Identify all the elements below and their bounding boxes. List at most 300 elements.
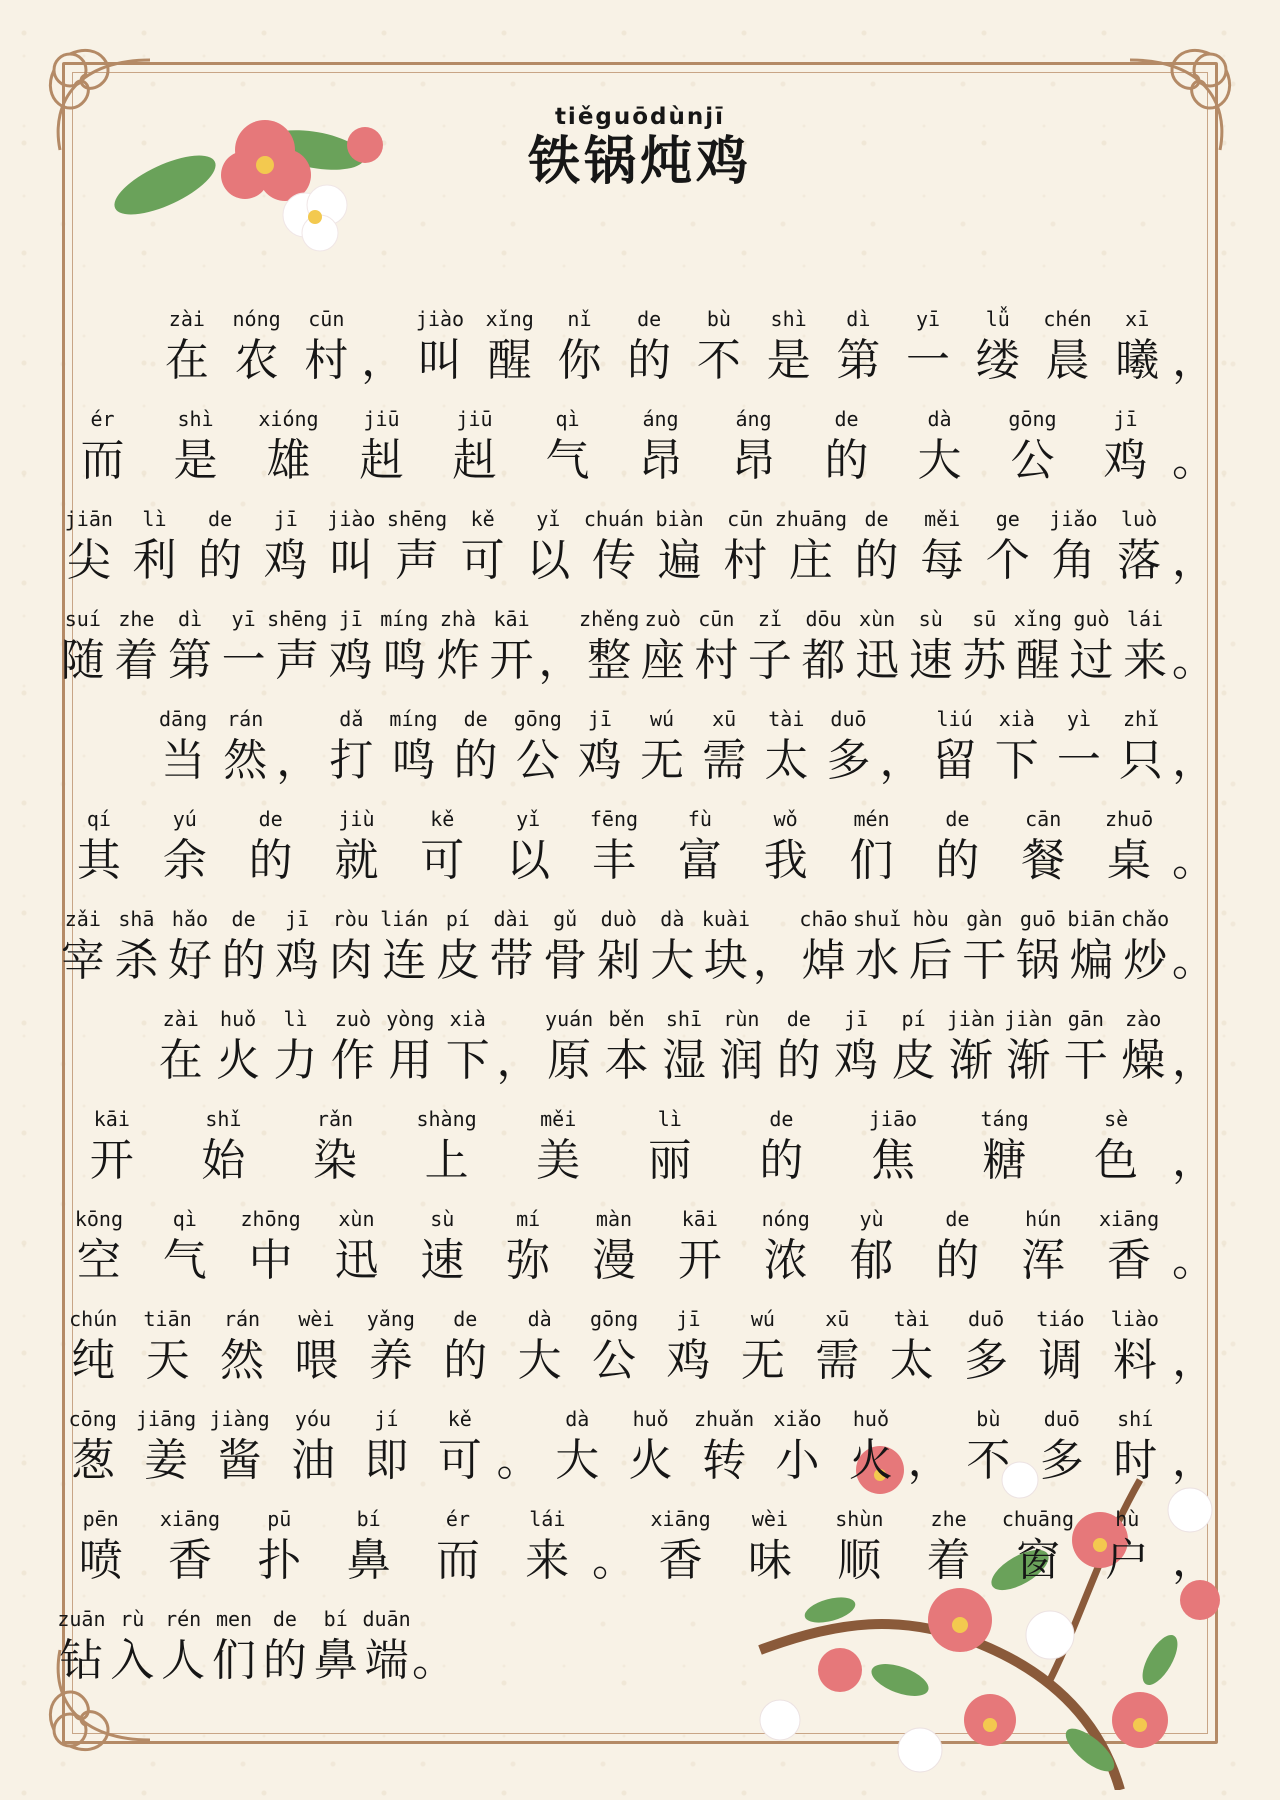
hanzi: 留	[932, 735, 977, 786]
hanzi: 顺	[837, 1535, 882, 1586]
hanzi: 都	[801, 635, 846, 686]
pinyin: de	[463, 707, 488, 731]
hanzi: ，	[538, 635, 583, 686]
hanzi-unit	[413, 1506, 502, 1606]
hanzi-unit	[152, 306, 222, 406]
hanzi: 缕	[975, 335, 1020, 386]
hanzi-unit	[485, 1206, 571, 1306]
hanzi-unit	[1083, 1506, 1172, 1606]
pinyin: tiáo	[1036, 1307, 1085, 1331]
pinyin: zhuǎn	[693, 1407, 755, 1431]
hanzi: 鸣	[391, 735, 436, 786]
pinyin: duò	[600, 907, 637, 931]
pinyin: cōng	[68, 1407, 117, 1431]
hanzi: 昂	[638, 435, 683, 486]
hanzi-unit	[541, 1406, 614, 1506]
hanzi-unit	[904, 906, 958, 1006]
hanzi: 尖	[66, 535, 111, 586]
pinyin: wèi	[751, 1507, 789, 1531]
hanzi-unit	[267, 1006, 324, 1106]
hanzi: 好	[167, 935, 212, 986]
hanzi: 煸	[1069, 935, 1114, 986]
hanzi-unit	[267, 606, 328, 706]
text-body	[56, 306, 1216, 1706]
hanzi-unit	[874, 1306, 948, 1406]
hanzi: 然	[220, 1335, 265, 1386]
hanzi: 丽	[647, 1135, 692, 1186]
hanzi: 色	[1094, 1135, 1139, 1186]
hanzi-unit	[324, 1006, 381, 1106]
hanzi: 餐	[1021, 835, 1066, 886]
hanzi: 小	[775, 1435, 820, 1486]
hanzi: 皮	[435, 935, 480, 986]
hanzi-unit	[885, 1006, 942, 1106]
text-line	[56, 706, 1216, 806]
pinyin: dì	[177, 607, 203, 631]
hanzi: 油	[290, 1435, 335, 1486]
hanzi: ，	[879, 735, 924, 786]
hanzi-unit	[56, 1606, 107, 1706]
hanzi: 的	[443, 1335, 488, 1386]
hanzi-unit	[949, 1306, 1023, 1406]
hanzi-unit	[450, 506, 516, 606]
hanzi-unit	[893, 406, 986, 506]
hanzi: 火	[628, 1435, 673, 1486]
hanzi-unit	[203, 1406, 276, 1506]
pinyin: xiāng	[159, 1507, 221, 1531]
punctuation	[1172, 1406, 1216, 1506]
pinyin: wú	[650, 707, 675, 731]
hanzi-unit	[378, 906, 432, 1006]
punctuation	[1172, 406, 1216, 506]
hanzi: 鸡	[577, 735, 622, 786]
hanzi: 着	[926, 1535, 971, 1586]
hanzi: 醒	[1015, 635, 1060, 686]
hanzi: 染	[312, 1135, 357, 1186]
hanzi-unit	[485, 906, 539, 1006]
hanzi: 骨	[543, 935, 588, 986]
hanzi: 的	[759, 1135, 804, 1186]
hanzi: 水	[855, 935, 900, 986]
hanzi: 钻	[59, 1635, 104, 1686]
hanzi-unit	[817, 706, 879, 806]
hanzi: 一	[906, 335, 951, 386]
punctuation	[1172, 1206, 1216, 1306]
pinyin: dà	[927, 407, 952, 431]
hanzi-unit	[707, 406, 800, 506]
pinyin: rù	[120, 1607, 145, 1631]
hanzi: 的	[248, 835, 293, 886]
punctuation	[1172, 506, 1216, 606]
punctuation	[1172, 1106, 1216, 1206]
hanzi: 的	[854, 535, 899, 586]
hanzi: 渐	[948, 1035, 993, 1086]
hanzi-unit	[687, 1406, 760, 1506]
hanzi-unit	[545, 306, 615, 406]
hanzi: 可	[460, 535, 505, 586]
hanzi-unit	[815, 1506, 904, 1606]
pinyin: jiàng	[209, 1407, 270, 1431]
hanzi-unit	[56, 1306, 130, 1406]
hanzi-unit	[56, 1506, 145, 1606]
hanzi: 后	[908, 935, 953, 986]
hanzi-unit	[949, 1106, 1061, 1206]
pinyin: jī	[844, 1007, 869, 1031]
hanzi-unit	[235, 1506, 324, 1606]
pinyin: de	[258, 807, 283, 831]
hanzi-unit	[614, 306, 684, 406]
hanzi: 当	[161, 735, 206, 786]
hanzi: 鸡	[275, 935, 320, 986]
pinyin: shǐ	[205, 1107, 242, 1131]
hanzi-unit	[279, 1106, 391, 1206]
hanzi: 农	[234, 335, 279, 386]
hanzi: 是	[173, 435, 218, 486]
hanzi: 叫	[418, 335, 463, 386]
pinyin: hǎo	[171, 907, 209, 931]
pinyin: bù	[976, 1407, 1001, 1431]
hanzi-unit	[579, 606, 640, 706]
pinyin: zǎi	[64, 907, 101, 931]
pinyin: huǒ	[220, 1007, 257, 1031]
hanzi-unit	[382, 706, 444, 806]
hanzi: 第	[836, 335, 881, 386]
hanzi-unit	[217, 606, 271, 706]
hanzi: 锅	[1015, 935, 1060, 986]
hanzi: 需	[702, 735, 747, 786]
pinyin: shí	[1117, 1407, 1154, 1431]
hanzi: 入	[110, 1635, 155, 1686]
hanzi: 力	[273, 1035, 318, 1086]
hanzi: ，	[1171, 535, 1216, 586]
hanzi-unit	[56, 406, 149, 506]
text-line	[56, 1106, 1216, 1206]
text-line	[56, 1006, 1216, 1106]
pinyin: rén	[165, 1607, 202, 1631]
hanzi: 我	[763, 835, 808, 886]
pinyin: duō	[830, 707, 867, 731]
hanzi: 糖	[982, 1135, 1027, 1186]
hanzi: 村	[694, 635, 739, 686]
hanzi: 漫	[591, 1235, 636, 1286]
pinyin: mén	[853, 807, 890, 831]
pinyin: fù	[687, 807, 712, 831]
hanzi-unit	[475, 306, 545, 406]
pinyin: ge	[995, 507, 1020, 531]
pinyin: zài	[168, 307, 205, 331]
pinyin: wèi	[298, 1307, 335, 1331]
pinyin: zhe	[118, 607, 155, 631]
hanzi: 太	[764, 735, 809, 786]
hanzi-unit	[324, 906, 378, 1006]
hanzi: 的	[198, 535, 243, 586]
pinyin: de	[769, 1107, 794, 1131]
pinyin: tài	[768, 707, 805, 731]
hanzi-unit	[1023, 1306, 1097, 1406]
hanzi: 湿	[661, 1035, 706, 1086]
pinyin: suí	[64, 607, 101, 631]
hanzi-unit	[1033, 306, 1103, 406]
pinyin: jiāng	[136, 1407, 197, 1431]
pinyin: jī	[273, 507, 298, 531]
hanzi: 料	[1112, 1335, 1157, 1386]
hanzi: 作	[330, 1035, 375, 1086]
pinyin: pí	[445, 907, 470, 931]
pinyin: wǒ	[773, 807, 798, 831]
pinyin: kuài	[701, 907, 750, 931]
pinyin: qì	[172, 1207, 197, 1231]
pinyin: duō	[1043, 1407, 1080, 1431]
pinyin: biàn	[655, 507, 704, 531]
hanzi: 子	[747, 635, 792, 686]
hanzi: 富	[677, 835, 722, 886]
hanzi: 过	[1069, 635, 1114, 686]
hanzi: 燥	[1121, 1035, 1166, 1086]
hanzi-unit	[986, 706, 1048, 806]
pinyin: chún	[69, 1307, 118, 1331]
hanzi: 酱	[217, 1435, 262, 1486]
hanzi: 其	[76, 835, 121, 886]
hanzi-unit	[110, 906, 164, 1006]
pinyin: jiāo	[868, 1107, 918, 1131]
text-line	[56, 306, 1216, 406]
text-line	[56, 906, 1216, 1006]
pinyin: yù	[859, 1207, 884, 1231]
hanzi: 赳	[359, 435, 404, 486]
pinyin: dōu	[805, 607, 842, 631]
hanzi: 块	[703, 935, 748, 986]
hanzi-unit	[1060, 1106, 1172, 1206]
hanzi: 公	[515, 735, 560, 786]
hanzi: 打	[329, 735, 374, 786]
hanzi: 上	[424, 1135, 469, 1186]
hanzi-unit	[1086, 1206, 1172, 1306]
pinyin: yī	[916, 307, 941, 331]
punctuation	[1172, 1506, 1216, 1606]
hanzi-unit	[187, 506, 253, 606]
punctuation	[1172, 706, 1216, 806]
hanzi-unit	[56, 1106, 168, 1206]
punctuation	[1172, 1006, 1216, 1106]
hanzi-unit	[850, 606, 904, 706]
hanzi-unit	[502, 1106, 614, 1206]
hanzi-unit	[684, 306, 754, 406]
hanzi-unit	[350, 1406, 423, 1506]
hanzi: 皮	[891, 1035, 936, 1086]
hanzi: 来	[1123, 635, 1168, 686]
pinyin: xióng	[258, 407, 319, 431]
hanzi: 纯	[71, 1335, 116, 1386]
hanzi: ，	[1171, 1035, 1216, 1086]
hanzi: 昂	[731, 435, 776, 486]
hanzi: 不	[966, 1435, 1011, 1486]
hanzi-unit	[631, 706, 693, 806]
hanzi-unit	[129, 1406, 202, 1506]
pinyin: yòng	[386, 1007, 435, 1031]
hanzi: 多	[826, 735, 871, 786]
text-line	[56, 606, 1216, 706]
hanzi: 。	[1171, 935, 1216, 986]
hanzi-unit	[958, 606, 1012, 706]
hanzi-unit	[378, 606, 432, 706]
hanzi-unit	[354, 1306, 428, 1406]
hanzi: 。	[1172, 435, 1216, 486]
hanzi: 余	[162, 835, 207, 886]
hanzi-unit	[228, 806, 314, 906]
punctuation	[361, 306, 405, 406]
hanzi: 葱	[70, 1435, 115, 1486]
pinyin: jiào	[415, 307, 465, 331]
pinyin: shì	[770, 307, 807, 331]
pinyin: jī	[587, 707, 612, 731]
pinyin: zài	[162, 1007, 199, 1031]
pinyin: shī	[665, 1007, 703, 1031]
pinyin: bí	[356, 1507, 381, 1531]
hanzi: 焯	[801, 935, 846, 986]
punctuation	[592, 1506, 636, 1606]
hanzi: 个	[985, 535, 1030, 586]
pinyin: jī	[1113, 407, 1138, 431]
hanzi: ，	[1171, 1535, 1216, 1586]
pinyin: de	[834, 407, 859, 431]
pinyin: liú	[936, 707, 973, 731]
pinyin: nóng	[761, 1207, 810, 1231]
pinyin: xùn	[859, 607, 896, 631]
hanzi: 不	[696, 335, 741, 386]
hanzi: 来	[525, 1535, 570, 1586]
hanzi: 的	[935, 1235, 980, 1286]
pinyin: zuò	[644, 607, 681, 631]
pinyin: pēn	[82, 1507, 119, 1531]
hanzi-unit	[614, 1106, 726, 1206]
pinyin: hù	[1115, 1507, 1140, 1531]
hanzi-unit	[228, 1206, 314, 1306]
hanzi: 多	[964, 1335, 1009, 1386]
hanzi: 而	[435, 1535, 480, 1586]
hanzi: 浓	[763, 1235, 808, 1286]
pinyin: xī	[1125, 307, 1150, 331]
hanzi-unit	[693, 706, 755, 806]
pinyin: liào	[1110, 1307, 1159, 1331]
hanzi: 无	[640, 735, 685, 786]
hanzi: 然	[223, 735, 268, 786]
hanzi-unit	[800, 406, 893, 506]
hanzi: 丰	[591, 835, 636, 886]
hanzi: 需	[815, 1335, 860, 1386]
hanzi: ，	[752, 935, 797, 986]
hanzi: 速	[420, 1235, 465, 1286]
hanzi-unit	[571, 806, 657, 906]
hanzi: ，	[276, 735, 321, 786]
pinyin: jí	[374, 1407, 399, 1431]
hanzi-unit	[1000, 1006, 1057, 1106]
hanzi-unit	[431, 606, 485, 706]
hanzi-unit	[1086, 806, 1172, 906]
hanzi: 传	[591, 535, 636, 586]
hanzi-unit	[122, 506, 188, 606]
hanzi-unit	[1098, 1406, 1171, 1506]
pinyin: tiān	[143, 1307, 192, 1331]
hanzi-unit	[503, 1506, 592, 1606]
hanzi-unit	[145, 1506, 234, 1606]
hanzi-unit	[1041, 506, 1107, 606]
pinyin: gān	[1067, 1007, 1104, 1031]
hanzi: 姜	[144, 1435, 189, 1486]
hanzi: 带	[489, 935, 534, 986]
pinyin: xǐng	[485, 307, 534, 331]
hanzi: 。	[1171, 635, 1216, 686]
pinyin: sū	[972, 607, 997, 631]
hanzi: 桌	[1107, 835, 1152, 886]
hanzi-unit	[485, 806, 571, 906]
pinyin: zǐ	[757, 607, 782, 631]
hanzi: 端	[364, 1635, 409, 1686]
hanzi: 开	[489, 635, 534, 686]
punctuation	[908, 1406, 952, 1506]
hanzi: 晨	[1045, 335, 1090, 386]
pinyin: míng	[380, 607, 429, 631]
pinyin: lǚ	[985, 307, 1010, 331]
hanzi: 肉	[328, 935, 373, 986]
hanzi: 用	[388, 1035, 433, 1086]
pinyin: dài	[493, 907, 530, 931]
hanzi: 大	[917, 435, 962, 486]
hanzi: 座	[640, 635, 685, 686]
text-line	[56, 406, 1216, 506]
hanzi-unit	[893, 306, 963, 406]
hanzi-unit	[743, 1206, 829, 1306]
hanzi: 渐	[1006, 1035, 1051, 1086]
hanzi: 美	[536, 1135, 581, 1186]
hanzi-unit	[986, 406, 1079, 506]
pinyin: tài	[893, 1307, 930, 1331]
hanzi: 连	[382, 935, 427, 986]
hanzi-unit	[1118, 906, 1172, 1006]
hanzi-unit	[743, 806, 829, 906]
pinyin: xiǎo	[773, 1407, 822, 1431]
hanzi-unit	[431, 906, 485, 1006]
hanzi: 。	[591, 1535, 636, 1586]
text-line	[56, 806, 1216, 906]
hanzi-unit	[110, 606, 164, 706]
pinyin: kōng	[74, 1207, 123, 1231]
hanzi: ，	[1171, 1435, 1216, 1486]
pinyin: zào	[1125, 1007, 1162, 1031]
pinyin: jiù	[338, 807, 375, 831]
hanzi-unit	[924, 706, 986, 806]
pinyin: cūn	[308, 307, 345, 331]
hanzi-unit	[942, 1006, 999, 1106]
pinyin: xià	[998, 707, 1035, 731]
hanzi: 可	[420, 835, 465, 886]
punctuation	[538, 606, 582, 706]
hanzi-unit	[837, 1106, 949, 1206]
hanzi-unit	[399, 806, 485, 906]
hanzi: 炒	[1123, 935, 1168, 986]
hanzi-unit	[914, 1206, 1000, 1306]
hanzi: 空	[76, 1235, 121, 1286]
punctuation	[1172, 606, 1216, 706]
hanzi-unit	[1079, 406, 1172, 506]
hanzi: 味	[747, 1535, 792, 1586]
hanzi-unit	[163, 906, 217, 1006]
hanzi: 即	[364, 1435, 409, 1486]
hanzi-unit	[829, 1206, 915, 1306]
pinyin: de	[945, 1207, 970, 1231]
hanzi: ，	[1172, 335, 1217, 386]
hanzi-unit	[502, 1306, 576, 1406]
pinyin: bí	[323, 1607, 348, 1631]
